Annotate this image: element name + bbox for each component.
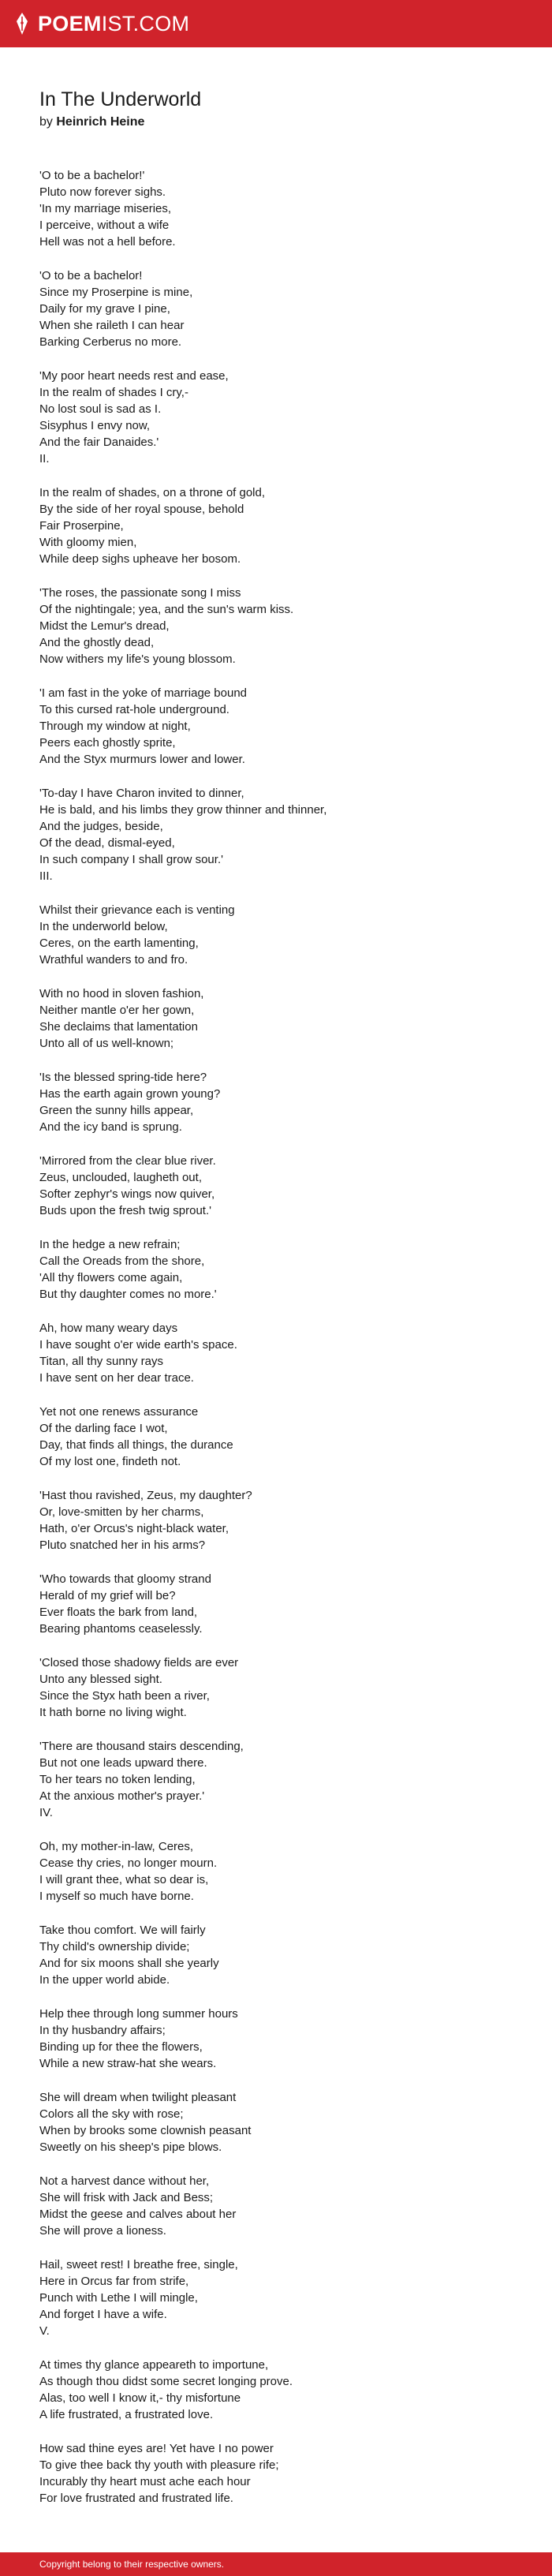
poem-line: While a new straw-hat she wears. (39, 2057, 217, 2070)
poem-line: Now withers my life's young blossom. (39, 652, 236, 666)
poem-line: III. (39, 869, 53, 883)
poem-line: With no hood in sloven fashion, (39, 987, 204, 1000)
poem-line: In the realm of shades, on a throne of gold, (39, 486, 266, 499)
poem-stanza (39, 267, 513, 350)
poem-line: I perceive, without a wife (39, 219, 170, 232)
poem-line: 'In my marriage miseries, (39, 202, 172, 215)
copyright-text: Copyright belong to their respective owners. (39, 2559, 225, 2570)
poem-line: To her tears no token lending, (39, 1773, 196, 1786)
poem-line: Oh, my mother-in-law, Ceres, (39, 1840, 194, 1853)
poem-line: I have sought o'er wide earth's space. (39, 1338, 237, 1352)
poem-stanza (39, 2089, 513, 2155)
site-footer (0, 2552, 552, 2576)
poem-line: 'There are thousand stairs descending, (39, 1740, 244, 1753)
poem-stanza (39, 985, 513, 1052)
author-link[interactable]: Heinrich Heine (56, 115, 145, 129)
poem-line: Yet not one renews assurance (39, 1405, 199, 1419)
poem-stanza (39, 1922, 513, 1988)
poem-stanza (39, 2006, 513, 2072)
poem-line: In thy husbandry affairs; (39, 2024, 166, 2037)
poem-stanza (39, 2440, 513, 2507)
poem-stanza (39, 1404, 513, 1470)
poem-line: To give thee back thy youth with pleasure rife; (39, 2458, 279, 2472)
poem-stanza (39, 2173, 513, 2239)
poem-line: Daily for my grave I pine, (39, 302, 170, 316)
poem-line: It hath borne no living wight. (39, 1706, 187, 1719)
poem-line: Pluto snatched her in his arms? (39, 1538, 206, 1552)
poem-line: And the judges, beside, (39, 820, 163, 833)
poem-line: Here in Orcus far from strife, (39, 2275, 189, 2288)
poem-stanza (39, 484, 513, 567)
poem-line: But thy daughter comes no more.' (39, 1288, 217, 1301)
poem-line: Wrathful wanders to and fro. (39, 953, 188, 966)
poem-line: She will dream when twilight pleasant (39, 2091, 237, 2104)
poem-line: Not a harvest dance without her, (39, 2174, 210, 2188)
site-header (0, 0, 552, 47)
brand-name-light: IST.COM (101, 11, 190, 36)
poem-line: And the ghostly dead, (39, 636, 155, 649)
poem-line: For love frustrated and frustrated life. (39, 2492, 233, 2505)
poem-line: I myself so much have borne. (39, 1890, 194, 1903)
poem-title: In The Underworld (39, 88, 202, 110)
poem-line: When she raileth I can hear (39, 319, 185, 332)
poem-line: Cease thy cries, no longer mourn. (39, 1856, 218, 1870)
poem-line: IV. (39, 1806, 53, 1819)
poem-line: No lost soul is sad as I. (39, 402, 162, 416)
poem-line: Softer zephyr's wings now quiver, (39, 1187, 215, 1201)
poem-stanza (39, 785, 513, 884)
brand-name-bold: POEM (38, 11, 102, 36)
poem-line: Unto any blessed sight. (39, 1673, 162, 1686)
poem-line: But not one leads upward there. (39, 1756, 207, 1770)
poem-line: Help thee through long summer hours (39, 2007, 238, 2021)
poem-line: Since the Styx hath been a river, (39, 1689, 210, 1703)
poem-stanza (39, 167, 513, 250)
poem-line: How sad thine eyes are! Yet have I no power (39, 2442, 274, 2455)
site-logo[interactable] (14, 12, 189, 36)
poem-line: 'My poor heart needs rest and ease, (39, 369, 229, 383)
poem-line: Hail, sweet rest! I breathe free, single, (39, 2258, 238, 2271)
poem-line: Bearing phantoms ceaselessly. (39, 1622, 203, 1636)
poem-line: In the upper world abide. (39, 1973, 170, 1987)
poem-stanza (39, 585, 513, 667)
poem-line: Of the nightingale; yea, and the sun's warm kiss. (39, 603, 294, 616)
quill-pen-icon (14, 12, 30, 36)
poem-line: At times thy glance appeareth to importune, (39, 2358, 269, 2372)
poem-line: Sweetly on his sheep's pipe blows. (39, 2140, 222, 2154)
byline (39, 114, 513, 131)
poem-line: Take thou comfort. We will fairly (39, 1924, 206, 1937)
poem-line: Colors all the sky with rose; (39, 2107, 184, 2121)
poem-line: In the hedge a new refrain; (39, 1238, 181, 1251)
poem-line: 'Mirrored from the clear blue river. (39, 1154, 216, 1168)
poem-line: Binding up for thee the flowers, (39, 2040, 203, 2054)
poem-stanza (39, 2256, 513, 2339)
poem-line: 'I am fast in the yoke of marriage bound (39, 686, 248, 700)
poem-line: Of my lost one, findeth not. (39, 1455, 181, 1468)
poem-line: A life frustrated, a frustrated love. (39, 2408, 214, 2421)
poem-line: Green the sunny hills appear, (39, 1104, 194, 1117)
poem-stanza (39, 1571, 513, 1637)
poem-line: And the icy band is sprung. (39, 1120, 182, 1134)
poem-stanza (39, 1487, 513, 1553)
poem-line: Day, that finds all things, the durance (39, 1438, 233, 1452)
poem-stanza (39, 1838, 513, 1905)
poem-line: Whilst their grievance each is venting (39, 903, 235, 917)
poem-line: Zeus, unclouded, laugheth out, (39, 1171, 202, 1184)
poem-line: 'All thy flowers come again, (39, 1271, 183, 1284)
poem-line: Pluto now forever sighs. (39, 185, 166, 199)
poem-stanza (39, 1738, 513, 1821)
poem-line: Incurably thy heart must ache each hour (39, 2475, 251, 2488)
poem-body (39, 167, 513, 2507)
poem-line: I have sent on her dear trace. (39, 1371, 194, 1385)
poem-line: With gloomy mien, (39, 536, 137, 549)
poem-line: I will grant thee, what so dear is, (39, 1873, 209, 1886)
poem-line: And the Styx murmurs lower and lower. (39, 753, 245, 766)
poem-line: And for six moons shall she yearly (39, 1957, 219, 1970)
poem-line: Neither mantle o'er her gown, (39, 1004, 195, 1017)
poem-line: As though thou didst some secret longing prove. (39, 2375, 293, 2388)
poem-line: Thy child's ownership divide; (39, 1940, 190, 1953)
poem-line: II. (39, 452, 50, 465)
poem-line: Since my Proserpine is mine, (39, 286, 193, 299)
poem-line: To this cursed rat-hole underground. (39, 703, 229, 716)
poem-line: Sisyphus I envy now, (39, 419, 151, 432)
poem-line: Barking Cerberus no more. (39, 335, 182, 349)
poem-line: By the side of her royal spouse, behold (39, 503, 244, 516)
poem-line: She will frisk with Jack and Bess; (39, 2191, 214, 2204)
poem-line: She declaims that lamentation (39, 1020, 198, 1034)
poem-line: Hath, o'er Orcus's night-black water, (39, 1522, 229, 1535)
poem-line: In the realm of shades I cry,- (39, 386, 188, 399)
poem-line: When by brooks some clownish peasant (39, 2124, 252, 2137)
poem-line: Unto all of us well-known; (39, 1037, 174, 1050)
poem-line: Midst the Lemur's dread, (39, 619, 170, 633)
poem-stanza (39, 1069, 513, 1135)
poem-container (39, 87, 513, 2524)
poem-line: 'To-day I have Charon invited to dinner, (39, 787, 244, 800)
poem-stanza (39, 1153, 513, 1219)
poem-line: 'O to be a bachelor!' (39, 169, 145, 182)
poem-line: 'Hast thou ravished, Zeus, my daughter? (39, 1489, 252, 1502)
poem-stanza (39, 1320, 513, 1386)
poem-line: Peers each ghostly sprite, (39, 736, 176, 750)
poem-line: Call the Oreads from the shore, (39, 1254, 205, 1268)
poem-line: 'The roses, the passionate song I miss (39, 586, 241, 600)
poem-line: And forget I have a wife. (39, 2308, 167, 2321)
poem-stanza (39, 1654, 513, 1721)
poem-stanza (39, 902, 513, 968)
poem-line: In the underworld below, (39, 920, 168, 933)
poem-line: 'Closed those shadowy fields are ever (39, 1656, 239, 1669)
poem-line: And the fair Danaides.' (39, 436, 159, 449)
poem-line: 'Is the blessed spring-tide here? (39, 1071, 207, 1084)
poem-stanza (39, 368, 513, 467)
poem-line: She will prove a lioness. (39, 2224, 166, 2238)
poem-stanza (39, 2357, 513, 2423)
poem-line: He is bald, and his limbs they grow thinner and thinner, (39, 803, 327, 817)
poem-line: Buds upon the fresh twig sprout.' (39, 1204, 211, 1217)
poem-line: Of the darling face I wot, (39, 1422, 168, 1435)
poem-line: While deep sighs upheave her bosom. (39, 552, 241, 566)
poem-line: 'O to be a bachelor! (39, 269, 143, 282)
poem-line: 'Who towards that gloomy strand (39, 1572, 211, 1586)
poem-line: Herald of my grief will be? (39, 1589, 176, 1602)
poem-line: Ah, how many weary days (39, 1322, 178, 1335)
poem-line: Of the dead, dismal-eyed, (39, 836, 175, 850)
poem-line: Fair Proserpine, (39, 519, 124, 533)
poem-line: Punch with Lethe I will mingle, (39, 2291, 198, 2305)
poem-line: Hell was not a hell before. (39, 235, 176, 249)
poem-stanza (39, 685, 513, 768)
poem-line: Or, love-smitten by her charms, (39, 1505, 204, 1519)
poem-line: Ever floats the bark from land, (39, 1606, 198, 1619)
poem-line: Titan, all thy sunny rays (39, 1355, 164, 1368)
poem-line: Has the earth again grown young? (39, 1087, 221, 1101)
poem-line: Ceres, on the earth lamenting, (39, 937, 199, 950)
poem-line: At the anxious mother's prayer.' (39, 1789, 205, 1803)
poem-line: In such company I shall grow sour.' (39, 853, 223, 866)
poem-line: Alas, too well I know it,- thy misfortune (39, 2391, 241, 2405)
poem-stanza (39, 1236, 513, 1303)
poem-line: Through my window at night, (39, 720, 191, 733)
poem-line: V. (39, 2324, 50, 2338)
brand-name (38, 13, 189, 35)
poem-line: Midst the geese and calves about her (39, 2208, 237, 2221)
by-label: by (39, 115, 53, 129)
